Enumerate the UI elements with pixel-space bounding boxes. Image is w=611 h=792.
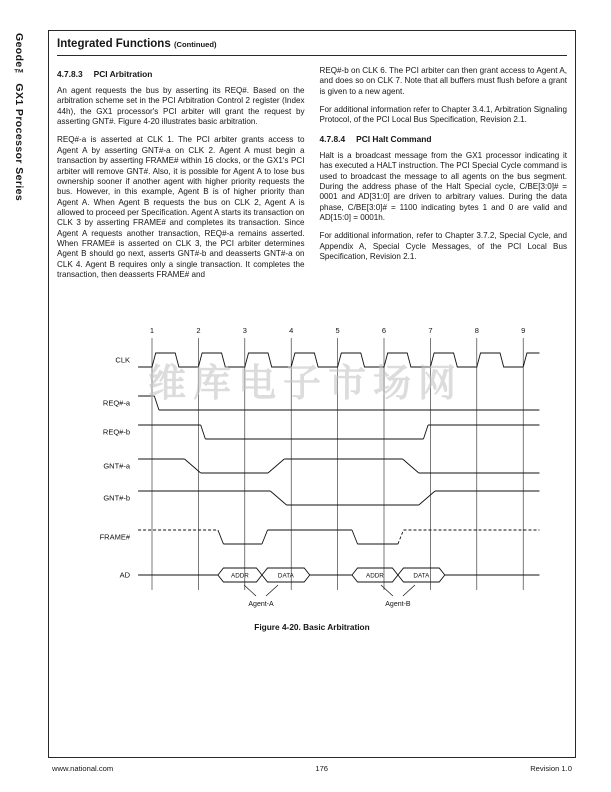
sidebar-vertical-title: Geode™ GX1 Processor Series bbox=[13, 33, 25, 202]
clock-number: 8 bbox=[474, 326, 479, 335]
signal-label: CLK bbox=[115, 355, 130, 365]
footer-revision: Revision 1.0 bbox=[530, 764, 572, 773]
paragraph: An agent requests the bus by asserting its REQ#. Based on the arbitration scheme set in the PCI Arbitration Control 2 register (Index 44h), the GX1 processor's PCI arbiter will grant the request by asserting GNT#. Figure 4-20 illustrates basic arbitration. bbox=[57, 86, 305, 127]
signal-waveform-segment bbox=[352, 530, 358, 544]
group-leader-line bbox=[381, 585, 393, 596]
paragraph: Halt is a broadcast message from the GX1 processor indicating it has executed a HALT instruction. The PCI Special Cycle command is used to broadcast the message to all agents on the bus segment. During the address phase of the Halt Special cycle, C/BE[3:0]# = 0001 and AD[31:0] are driven to arbitrary values. During the data phase, C/BE[3:0]# = 1100 indicating bytes 1 and 0 are valid and AD[15:0] = 0001h. bbox=[319, 150, 567, 222]
heading-pci-arbitration bbox=[57, 69, 305, 79]
clock-number: 6 bbox=[381, 326, 387, 335]
heading-number: 4.7.8.3 bbox=[57, 69, 83, 79]
timing-diagram bbox=[50, 318, 550, 614]
signal-waveform-segment bbox=[154, 396, 159, 410]
signal-label: REQ#-b bbox=[102, 427, 130, 437]
signal-label: GNT#-b bbox=[103, 493, 130, 503]
paragraph: For additional information refer to Chapter 3.4.1, Arbitration Signaling Protocol, of the PCI Local Bus Specification, Revision 2.1. bbox=[319, 105, 567, 125]
right-column bbox=[320, 66, 568, 288]
section-header bbox=[57, 38, 567, 56]
heading-pci-halt-command bbox=[320, 134, 568, 144]
figure-caption: Figure 4-20. Basic Arbitration bbox=[254, 622, 370, 632]
signal-label: REQ#-a bbox=[102, 398, 130, 408]
signal-label: GNT#-a bbox=[103, 461, 130, 471]
clock-number: 5 bbox=[335, 326, 340, 335]
signal-label: FRAME# bbox=[99, 532, 130, 542]
signal-waveform-segment bbox=[403, 459, 419, 473]
watermark-text: 维库电子市场网 bbox=[148, 363, 464, 405]
section-header-title: Integrated Functions bbox=[57, 38, 171, 50]
signal-waveform-segment bbox=[262, 530, 268, 544]
signal-waveform-segment bbox=[398, 530, 404, 544]
page-footer bbox=[52, 764, 572, 773]
signal-waveform-segment bbox=[218, 530, 224, 544]
left-column bbox=[57, 66, 305, 288]
heading-text: PCI Arbitration bbox=[93, 69, 153, 79]
bus-phase-label: DATA bbox=[277, 572, 294, 580]
figure-basic-arbitration bbox=[50, 318, 574, 632]
footer-url: www.national.com bbox=[52, 764, 114, 773]
paragraph: REQ#-b on CLK 6. The PCI arbiter can then grant access to Agent A, and does so on CLK 7. Note that all buffers must flush before a grant is given to a new agent. bbox=[319, 66, 567, 96]
signal-waveform-segment bbox=[201, 425, 206, 439]
signal-waveform-segment bbox=[270, 491, 286, 505]
heading-text: PCI Halt Command bbox=[356, 133, 432, 144]
page-content bbox=[57, 38, 567, 288]
bus-phase-label: ADDR bbox=[231, 572, 249, 580]
paragraph: REQ#-a is asserted at CLK 1. The PCI arbiter grants access to Agent A by asserting GNT#-a on CLK 2. Agent A must begin a transaction by asserting FRAME# within 16 clocks, or the GX1's PCI arbiter will remove GNT#. Also, it is possible for Agent A to lose bus ownership sooner if another agent with higher priority requests the bus. However, in this example, Agent B is of higher priority than Agent A. When Agent B requests the bus on CLK 2, Agent A is allowed to proceed per Specification. Agent A starts its transaction on CLK 3 by asserting FRAME# and completes its transaction. Since Agent A requests another transaction, REQ#-a remains asserted. When FRAME# is asserted on CLK 3, the PCI arbiter determines Agent B should go next, asserts GNT#-b and deasserts GNT#-a on CLK 4. Agent B requires only a single transaction. It completes the transaction, then deasserts FRAME# and bbox=[57, 135, 305, 280]
group-label: Agent-A bbox=[248, 601, 274, 608]
group-leader-line bbox=[244, 585, 256, 596]
group-label: Agent-B bbox=[385, 601, 411, 608]
clock-number: 1 bbox=[149, 326, 155, 335]
footer-page-number: 176 bbox=[315, 764, 329, 773]
signal-waveform-segment bbox=[419, 491, 435, 505]
two-column-text bbox=[57, 66, 567, 288]
signal-waveform-segment bbox=[268, 459, 284, 473]
clock-number: 2 bbox=[196, 326, 201, 335]
clock-number: 4 bbox=[289, 326, 294, 335]
group-leader-line bbox=[403, 585, 415, 596]
clock-number: 3 bbox=[242, 326, 247, 335]
clock-number: 9 bbox=[521, 326, 526, 335]
paragraph: For additional information, refer to Chapter 3.7.2, Special Cycle, and Appendix A, Special Cycle Messages, of the PCI Local Bus Specification, Revision 2.1. bbox=[319, 231, 567, 262]
bus-phase-label: ADDR bbox=[366, 572, 384, 580]
group-leader-line bbox=[266, 585, 278, 596]
clock-number: 7 bbox=[428, 326, 433, 335]
signal-label: AD bbox=[119, 570, 130, 580]
bus-phase-label: DATA bbox=[413, 572, 430, 580]
signal-waveform-segment bbox=[423, 425, 428, 439]
heading-number: 4.7.8.4 bbox=[319, 133, 346, 144]
section-header-continued: (Continued) bbox=[173, 40, 217, 49]
